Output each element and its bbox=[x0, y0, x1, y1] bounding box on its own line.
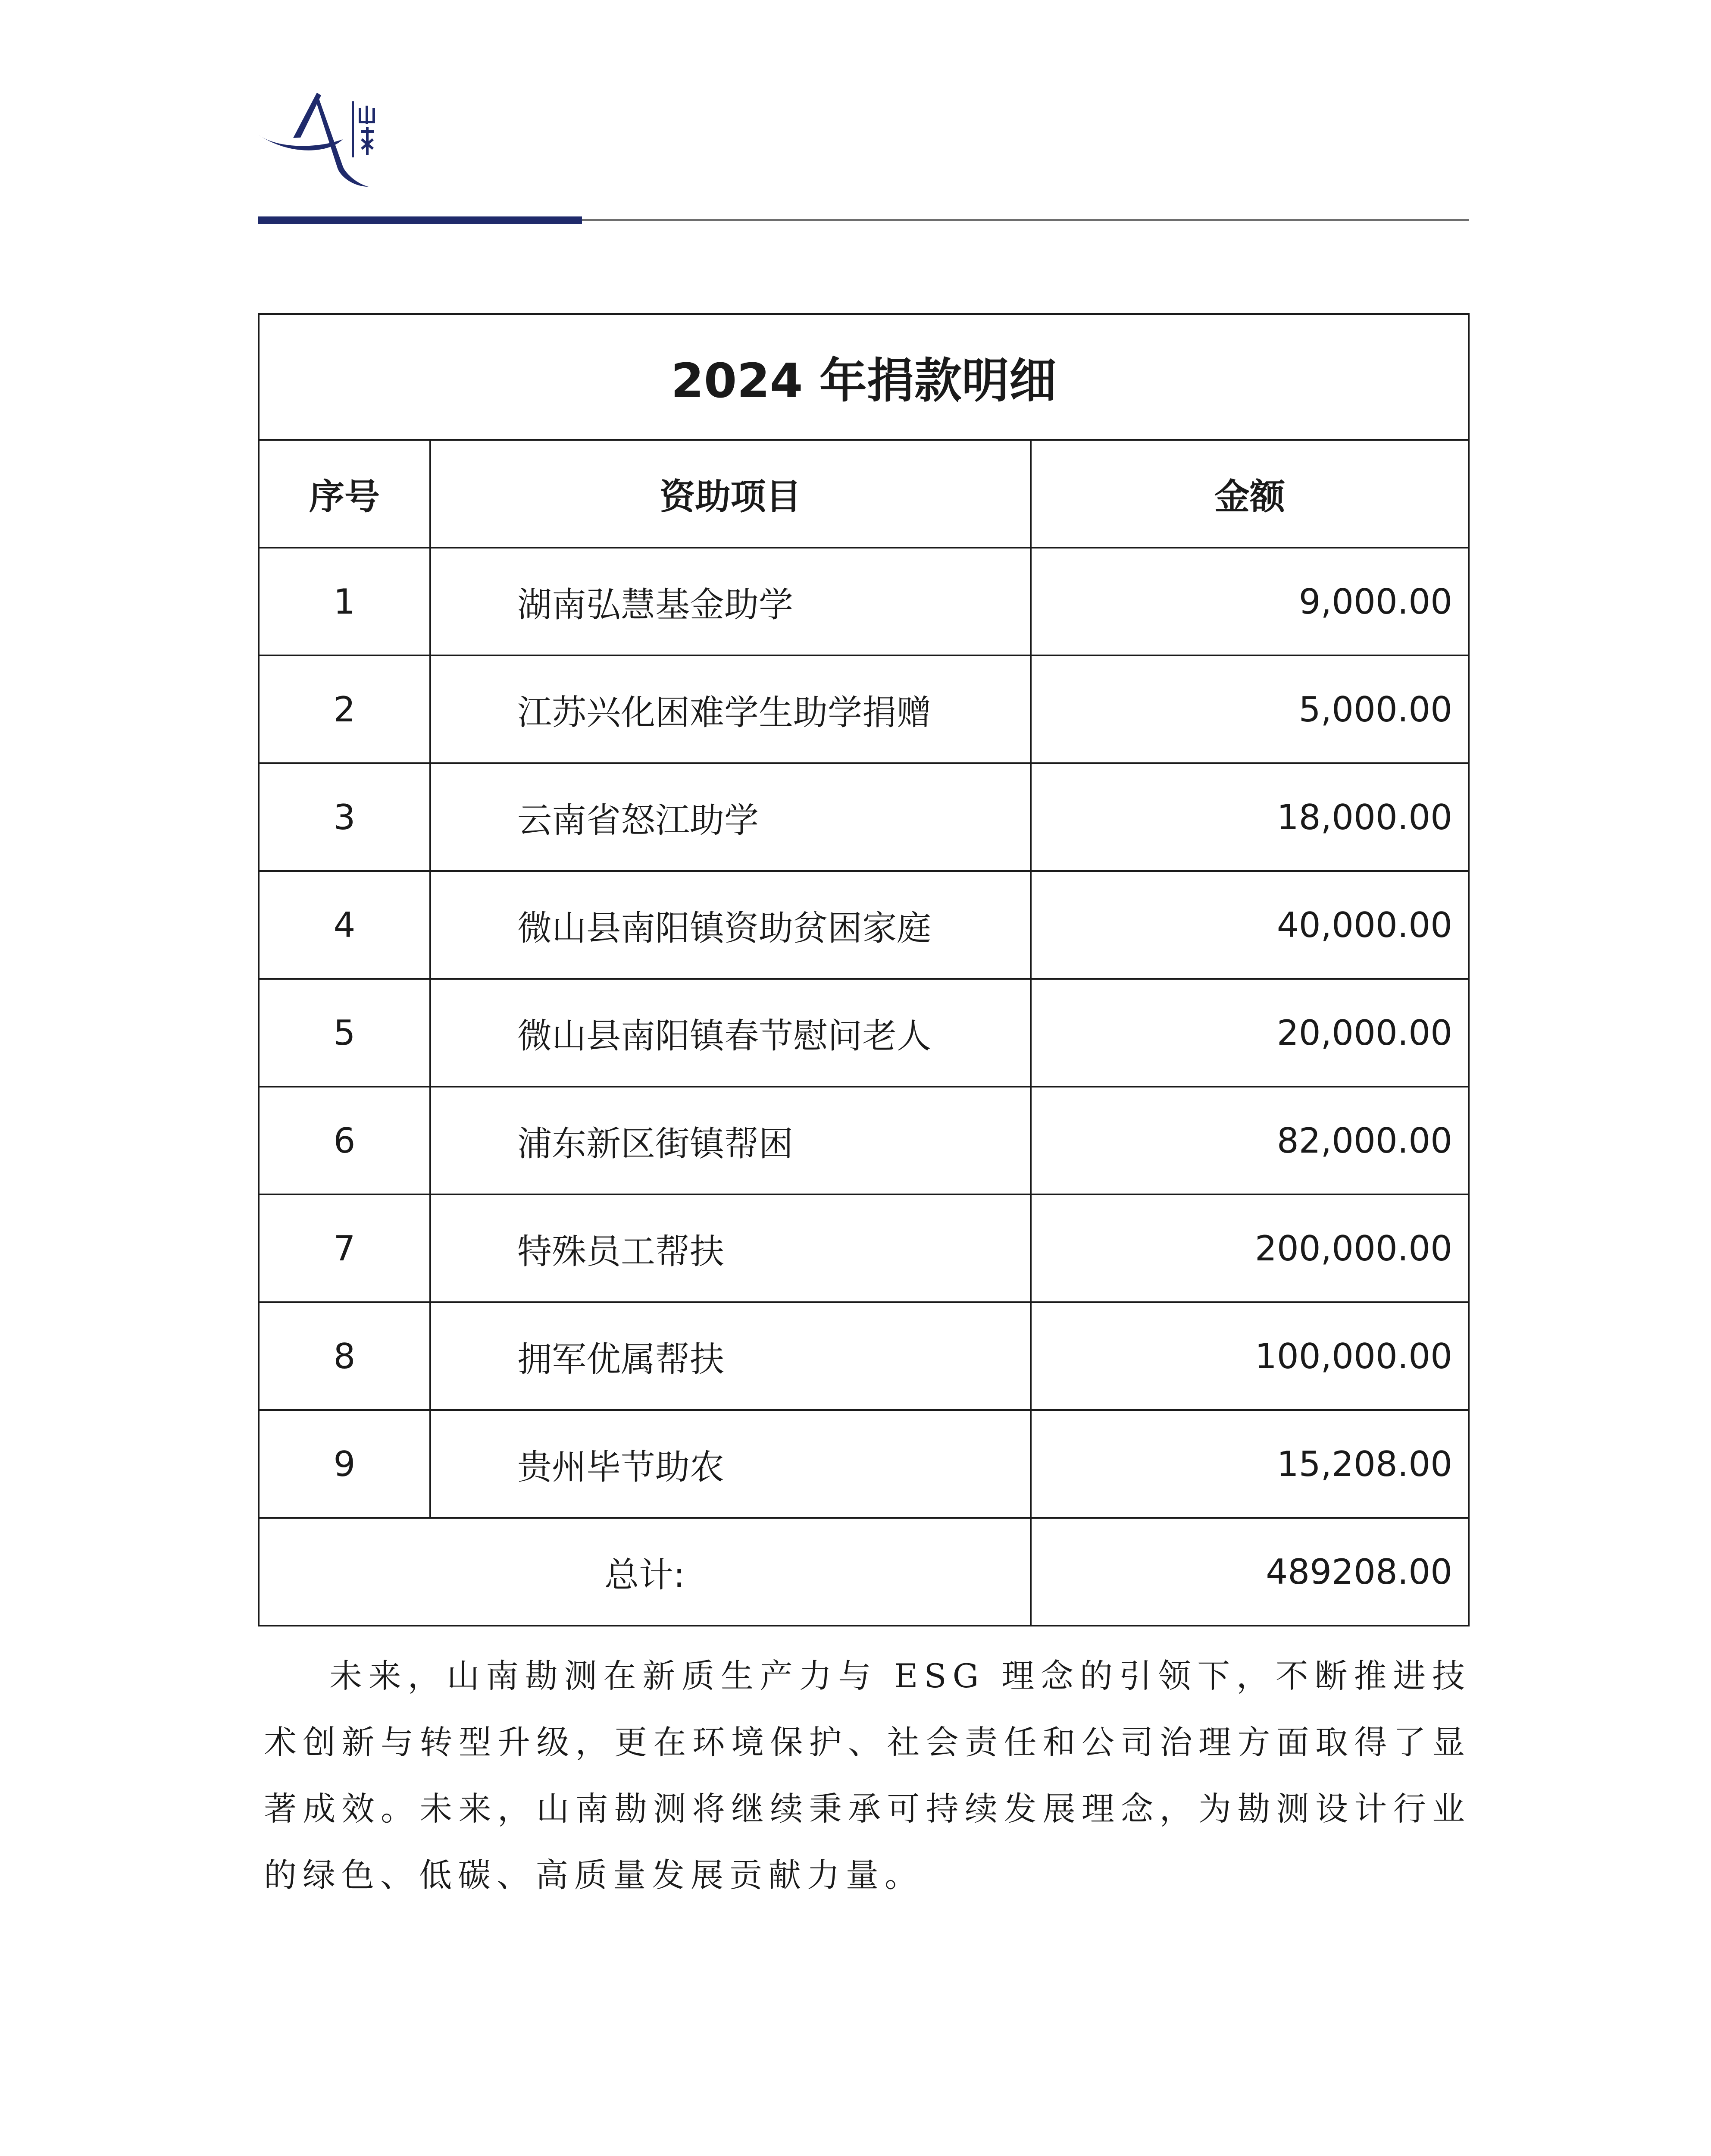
row-item: 湖南弘慧基金助学 bbox=[430, 548, 1031, 655]
row-index: 5 bbox=[259, 979, 430, 1087]
row-amount: 9,000.00 bbox=[1031, 548, 1469, 655]
row-item: 微山县南阳镇春节慰问老人 bbox=[430, 979, 1031, 1087]
table-row bbox=[259, 1087, 1469, 1194]
row-item: 拥军优属帮扶 bbox=[430, 1302, 1031, 1410]
table-row bbox=[259, 1302, 1469, 1410]
table-row bbox=[259, 763, 1469, 871]
row-amount: 40,000.00 bbox=[1031, 871, 1469, 979]
row-amount: 20,000.00 bbox=[1031, 979, 1469, 1087]
row-index: 9 bbox=[259, 1410, 430, 1518]
row-item: 贵州毕节助农 bbox=[430, 1410, 1031, 1518]
total-label: 总计: bbox=[259, 1518, 1031, 1626]
row-amount: 200,000.00 bbox=[1031, 1194, 1469, 1302]
row-amount: 18,000.00 bbox=[1031, 763, 1469, 871]
table-row bbox=[259, 871, 1469, 979]
row-index: 6 bbox=[259, 1087, 430, 1194]
row-index: 1 bbox=[259, 548, 430, 655]
row-amount: 15,208.00 bbox=[1031, 1410, 1469, 1518]
closing-paragraph: 未来，山南勘测在新质生产力与 ESG 理念的引领下，不断推进技术创新与转型升级，更在环境保护、社会责任和公司治理方面取得了显著成效。未来，山南勘测将继续秉承可持续发展理念，为勘测设计行业的绿色、低碳、高质量发展贡献力量。 bbox=[264, 1657, 1471, 1894]
row-amount: 5,000.00 bbox=[1031, 655, 1469, 763]
table-row bbox=[259, 655, 1469, 763]
row-index: 7 bbox=[259, 1194, 430, 1302]
logo-mark-icon bbox=[252, 84, 394, 196]
company-logo bbox=[252, 84, 394, 196]
table-row bbox=[259, 979, 1469, 1087]
row-item: 微山县南阳镇资助贫困家庭 bbox=[430, 871, 1031, 979]
table-row bbox=[259, 548, 1469, 655]
column-header-index: 序号 bbox=[259, 440, 430, 548]
total-amount: 489208.00 bbox=[1031, 1518, 1469, 1626]
table-row bbox=[259, 1194, 1469, 1302]
column-header-amount: 金额 bbox=[1031, 440, 1469, 548]
column-header-item: 资助项目 bbox=[430, 440, 1031, 548]
table-row bbox=[259, 1410, 1469, 1518]
table-title-row bbox=[259, 314, 1469, 440]
row-index: 3 bbox=[259, 763, 430, 871]
table-header-row bbox=[259, 440, 1469, 548]
table-total-row bbox=[259, 1518, 1469, 1626]
header-rule bbox=[582, 219, 1469, 221]
row-amount: 100,000.00 bbox=[1031, 1302, 1469, 1410]
row-item: 云南省怒江助学 bbox=[430, 763, 1031, 871]
row-index: 4 bbox=[259, 871, 430, 979]
table-title: 2024 年捐款明细 bbox=[259, 314, 1469, 440]
row-item: 江苏兴化困难学生助学捐赠 bbox=[430, 655, 1031, 763]
header-rule-accent bbox=[258, 216, 582, 224]
row-index: 2 bbox=[259, 655, 430, 763]
row-index: 8 bbox=[259, 1302, 430, 1410]
row-amount: 82,000.00 bbox=[1031, 1087, 1469, 1194]
row-item: 特殊员工帮扶 bbox=[430, 1194, 1031, 1302]
row-item: 浦东新区街镇帮困 bbox=[430, 1087, 1031, 1194]
donation-table bbox=[258, 313, 1470, 1626]
